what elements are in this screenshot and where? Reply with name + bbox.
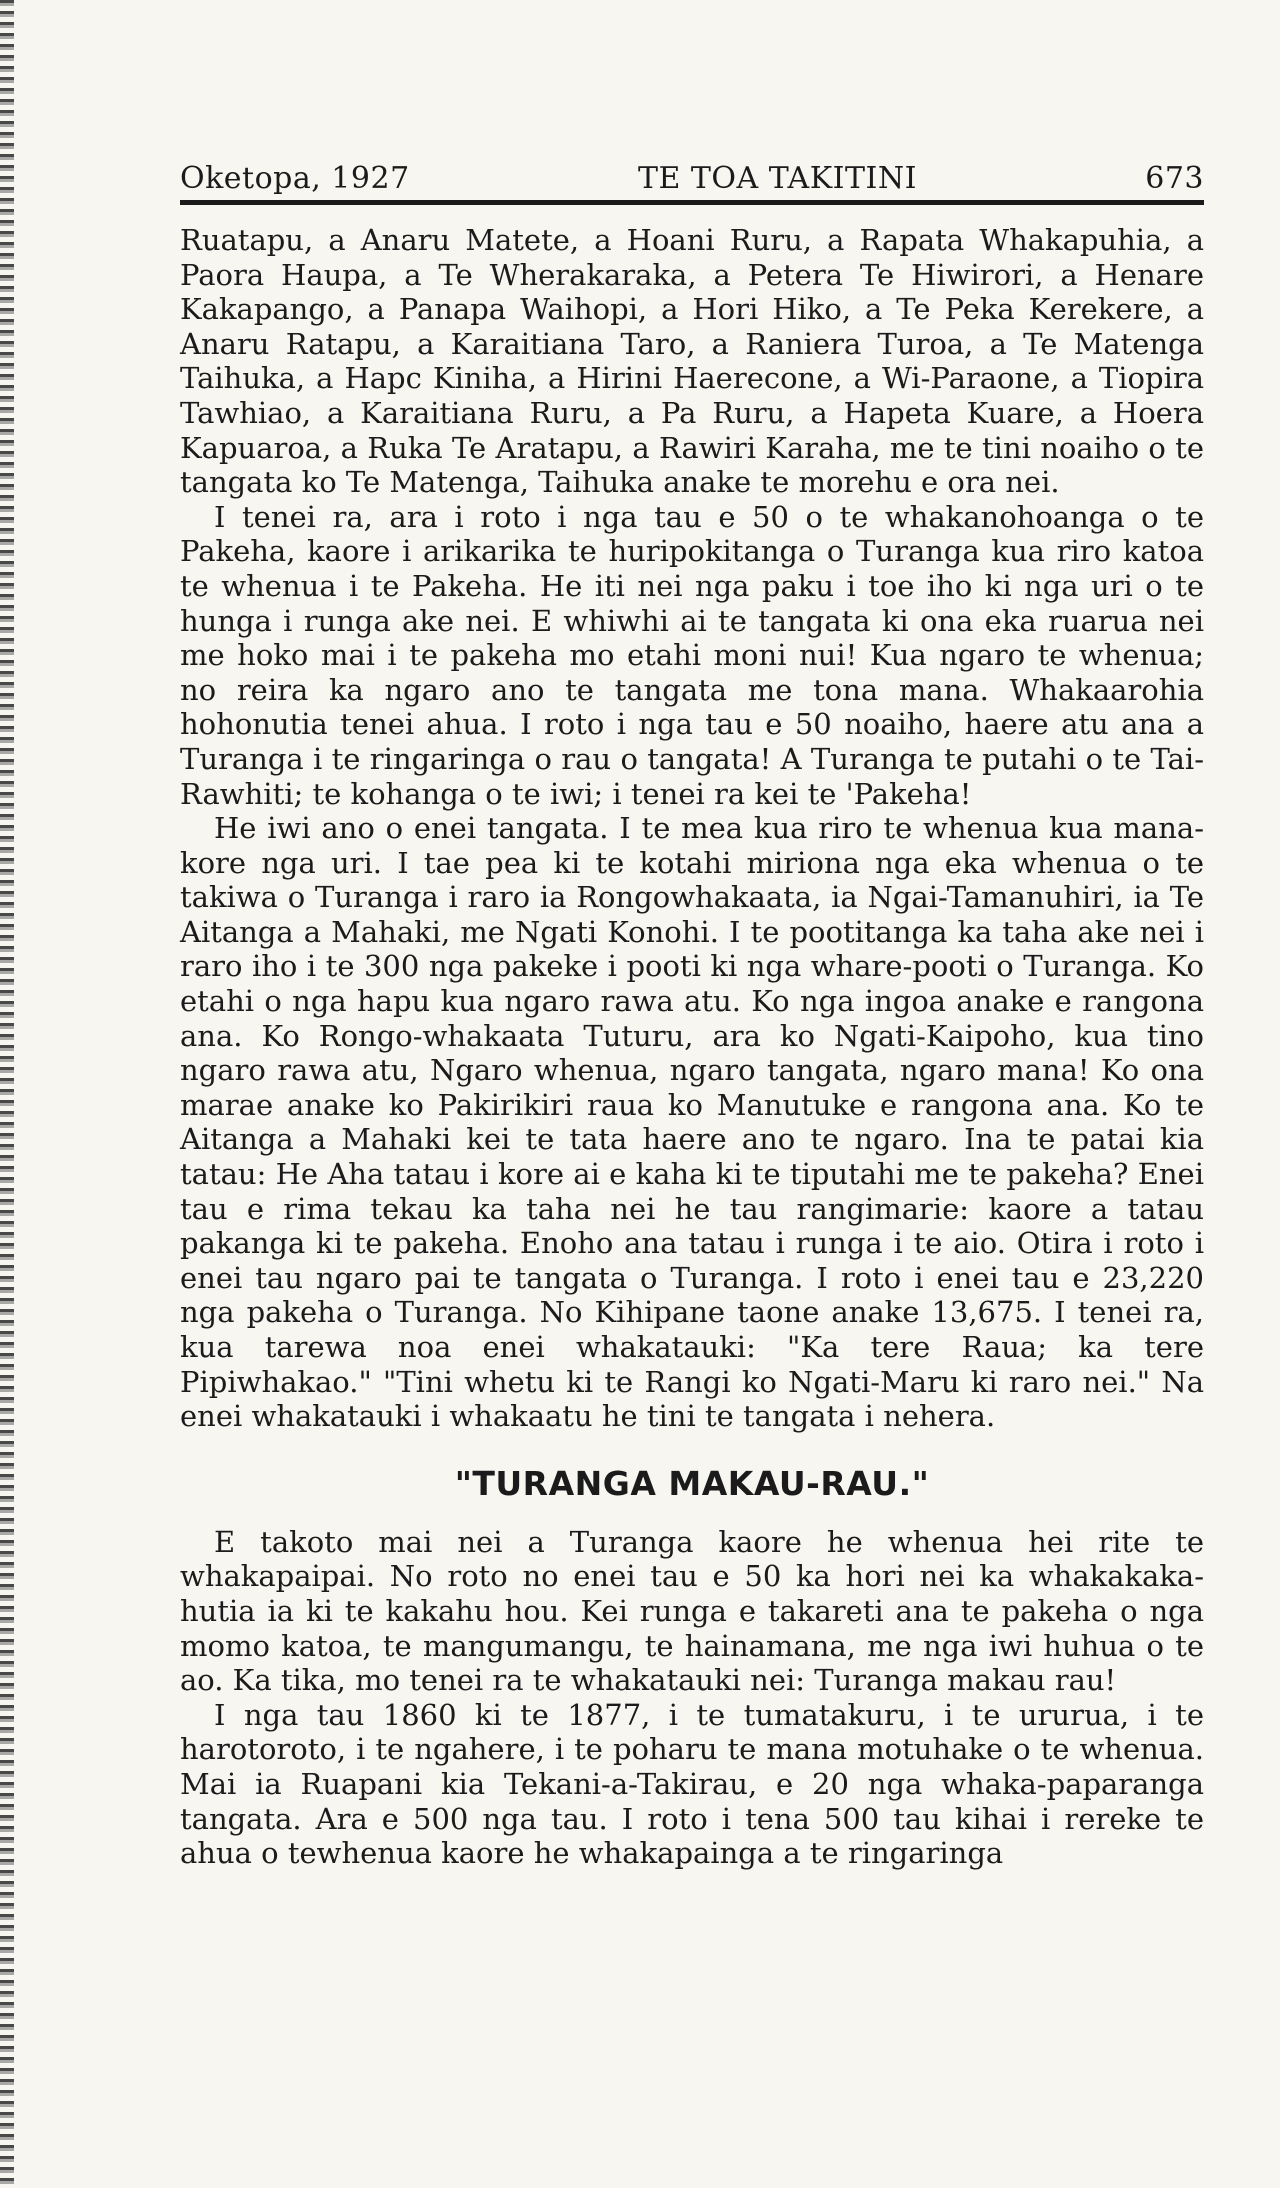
header-date: Oketopa, 1927 bbox=[180, 161, 410, 196]
header-rule bbox=[180, 200, 1204, 205]
header-page-number: 673 bbox=[1145, 161, 1204, 196]
document-page bbox=[180, 150, 1204, 1871]
paragraph-2: I tenei ra, ara i roto i nga tau e 50 o te whakanohoanga o te Pakeha, kaore i arikarika te huripokitanga o Turanga kua riro katoa te whenua i te Pakeha. He iti nei nga paku i toe iho ki nga uri o te hunga i runga ake nei. E whiwhi ai te tangata ki ona eka ruarua nei me hoko mai i te pakeha mo etahi moni nui! Kua ngaro te whenua; no reira ka ngaro ano te tangata me tona mana. Whakaarohia hohonutia tenei ahua. I roto i nga tau e 50 noaiho, haere atu ana a Turanga i te ringaringa o rau o tangata! A Turanga te putahi o te Tai-Rawhiti; te kohanga o te iwi; i tenei ra kei te 'Pakeha! bbox=[180, 499, 1204, 811]
running-header bbox=[180, 150, 1204, 196]
paragraph-3: He iwi ano o enei tangata. I te mea kua riro te whenua kua mana-kore nga uri. I tae pea ki te kotahi miriona nga eka whenua o te takiwa o Turanga i raro ia Rongowhakaata, ia Ngai-Tamanuhiri, ia Te Aitanga a Mahaki, me Ngati Konohi. I te pootitanga ka taha ake nei i raro iho i te 300 nga pakeke i pooti ki nga whare-pooti o Turanga. Ko etahi o nga hapu kua ngaro rawa atu. Ko nga ingoa anake e rangona ana. Ko Rongo-whakaata Tuturu, ara ko Ngati-Kaipoho, kua tino ngaro rawa atu, Ngaro whenua, ngaro tangata, ngaro mana! Ko ona marae anake ko Pakirikiri raua ko Manutuke e rangona ana. Ko te Aitanga a Mahaki kei te tata haere ano te ngaro. Ina te patai kia tatau: He Aha tatau i kore ai e kaha ki te tiputahi me te pakeha? Enei tau e rima tekau ka taha nei he tau rangimarie: kaore a tatau pakanga ki te pakeha. Enoho ana tatau i runga i te aio. Otira i roto i enei tau ngaro pai te tangata o Turanga. I roto i enei tau e 23,220 nga pakeha o Turanga. No Kihipane taone anake 13,675. I tenei ra, kua tarewa noa enei whakatauki: "Ka tere Raua; ka tere Pipiwhakao." "Tini whetu ki te Rangi ko Ngati-Maru ki raro nei." Na enei whakatauki i whakaatu he tini te tangata i nehera. bbox=[180, 811, 1204, 1434]
scan-edge-shadow bbox=[0, 0, 14, 2188]
header-journal-title: TE TOA TAKITINI bbox=[637, 161, 917, 196]
section-heading: "TURANGA MAKAU-RAU." bbox=[454, 1463, 930, 1503]
paragraph-1: Ruatapu, a Anaru Matete, a Hoani Ruru, a Rapata Whakapuhia, a Paora Haupa, a Te Wherakaraka, a Petera Te Hiwirori, a Henare Kakapango, a Panapa Waihopi, a Hori Hiko, a Te Peka Kerekere, a Anaru Ratapu, a Karaitiana Taro, a Raniera Turoa, a Te Matenga Taihuka, a Hapc Kiniha, a Hirini Haerecone, a Wi-Paraone, a Tiopira Tawhiao, a Karaitiana Ruru, a Pa Ruru, a Hapeta Kuare, a Hoera Kapuaroa, a Ruka Te Aratapu, a Rawiri Karaha, me te tini noaiho o te tangata ko Te Matenga, Taihuka anake te morehu e ora nei. bbox=[180, 223, 1204, 500]
paragraph-5: I nga tau 1860 ki te 1877, i te tumatakuru, i te ururua, i te harotoroto, i te ngahere, i te poharu te mana motuhake o te whenua. Mai ia Ruapani kia Tekani-a-Takirau, e 20 nga whaka-paparanga tangata. Ara e 500 nga tau. I roto i tena 500 tau kihai i rereke te ahua o tewhenua kaore he whakapainga a te ringaringa bbox=[180, 1697, 1204, 1871]
paragraph-4: E takoto mai nei a Turanga kaore he whenua hei rite te whakapaipai. No roto no enei tau e 50 ka hori nei ka whakakaka-hutia ia ki te kakahu hou. Kei runga e takareti ana te pakeha o nga momo katoa, te mangumangu, te hainamana, me nga iwi huhua o te ao. Ka tika, mo tenei ra te whakatauki nei: Turanga makau rau! bbox=[180, 1524, 1204, 1698]
